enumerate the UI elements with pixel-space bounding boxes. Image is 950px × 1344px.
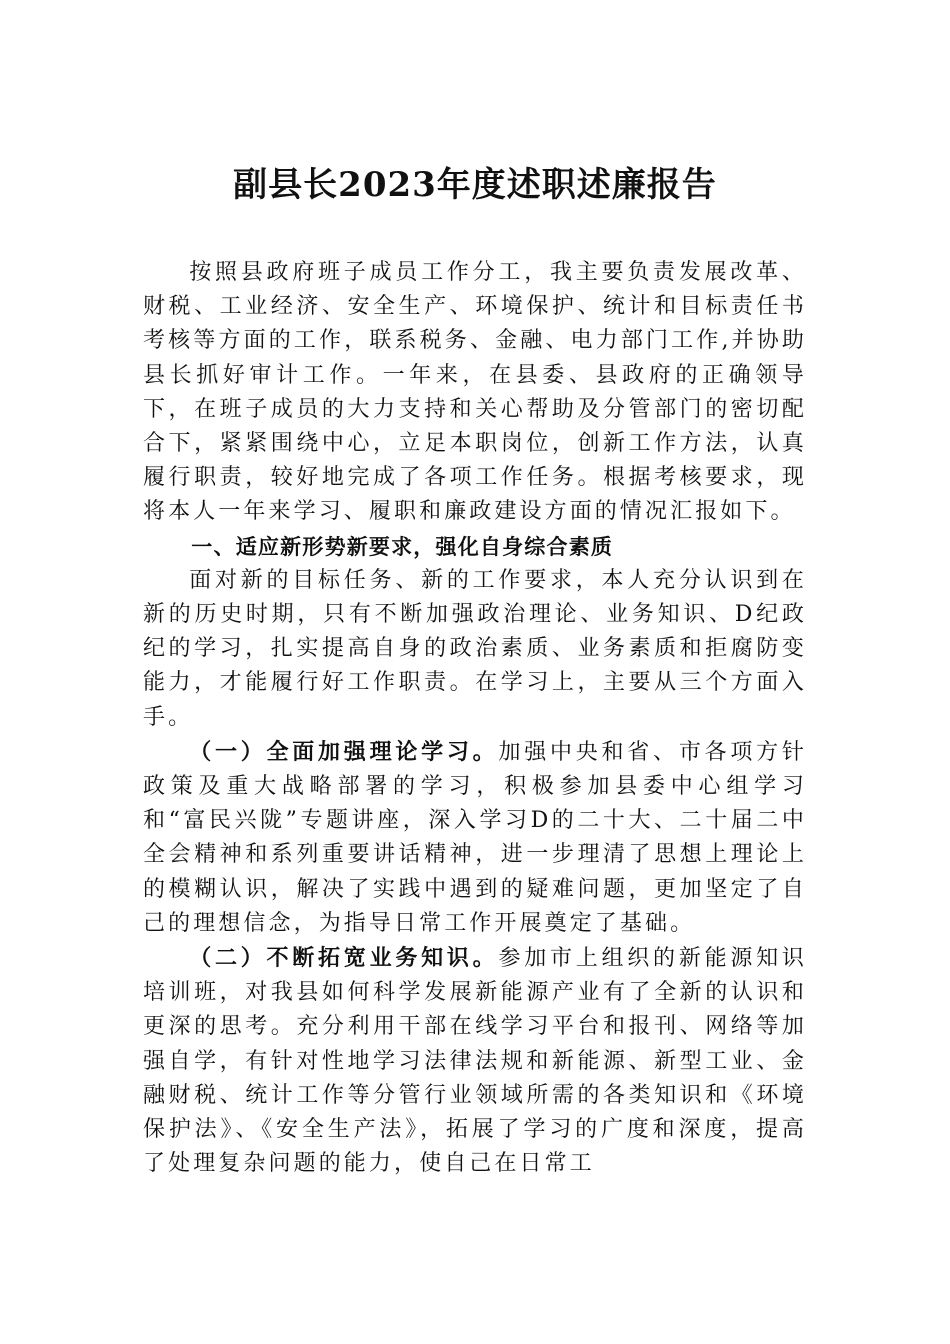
- section-heading: 一、适应新形势新要求，强化自身综合素质: [191, 534, 614, 559]
- section-intro-paragraph: 面对新的目标任务、新的工作要求，本人充分认识到在新的历史时期，只有不断加强政治理论、业务知识、D纪政纪的学习，扎实提高自身的政治素质、业务素质和拒腐防变能力，才能履行好工作职责。在学习上，主要从三个方面入手。: [143, 567, 807, 730]
- document-title: 副县长2023年度述职述廉报告: [233, 165, 717, 205]
- item-paragraph-1: [143, 735, 807, 941]
- item-paragraph-2: [143, 941, 807, 1181]
- item-text-1: 加强中央和省、市各项方针政策及重大战略部署的学习，积极参加县委中心组学习和“富民兴陇”专题讲座，深入学习D的二十大、二十届二中全会精神和系列重要讲话精神，进一步理清了思想上理论上的模糊认识，解决了实践中遇到的疑难问题，更加坚定了自己的理想信念，为指导日常工作开展奠定了基础。: [143, 739, 808, 936]
- item-lead-1: （一）全面加强理论学习。: [189, 738, 499, 765]
- document-body: [143, 256, 807, 1181]
- item-lead-2: （二）不断拓宽业务知识。: [189, 945, 499, 972]
- item-text-2: 参加市上组织的新能源知识培训班，对我县如何科学发展新能源产业有了全新的认识和更深的思考。充分利用干部在线学习平台和报刊、网络等加强自学，有针对性地学习法律法规和新能源、新型工业、金融财税、统计工作等分管行业领域所需的各类知识和《环境保护法》、《安全生产法》，拓展了学习的广度和深度，提高了处理复杂问题的能力，使自己在日常工: [143, 946, 808, 1177]
- intro-paragraph: 按照县政府班子成员工作分工，我主要负责发展改革、财税、工业经济、安全生产、环境保护、统计和目标责任书考核等方面的工作，联系税务、金融、电力部门工作,并协助县长抓好审计工作。一年来，在县委、县政府的正确领导下，在班子成员的大力支持和关心帮助及分管部门的密切配合下，紧紧围绕中心，立足本职岗位，创新工作方法，认真履行职责，较好地完成了各项工作任务。根据考核要求，现将本人一年来学习、履职和廉政建设方面的情况汇报如下。: [143, 260, 807, 525]
